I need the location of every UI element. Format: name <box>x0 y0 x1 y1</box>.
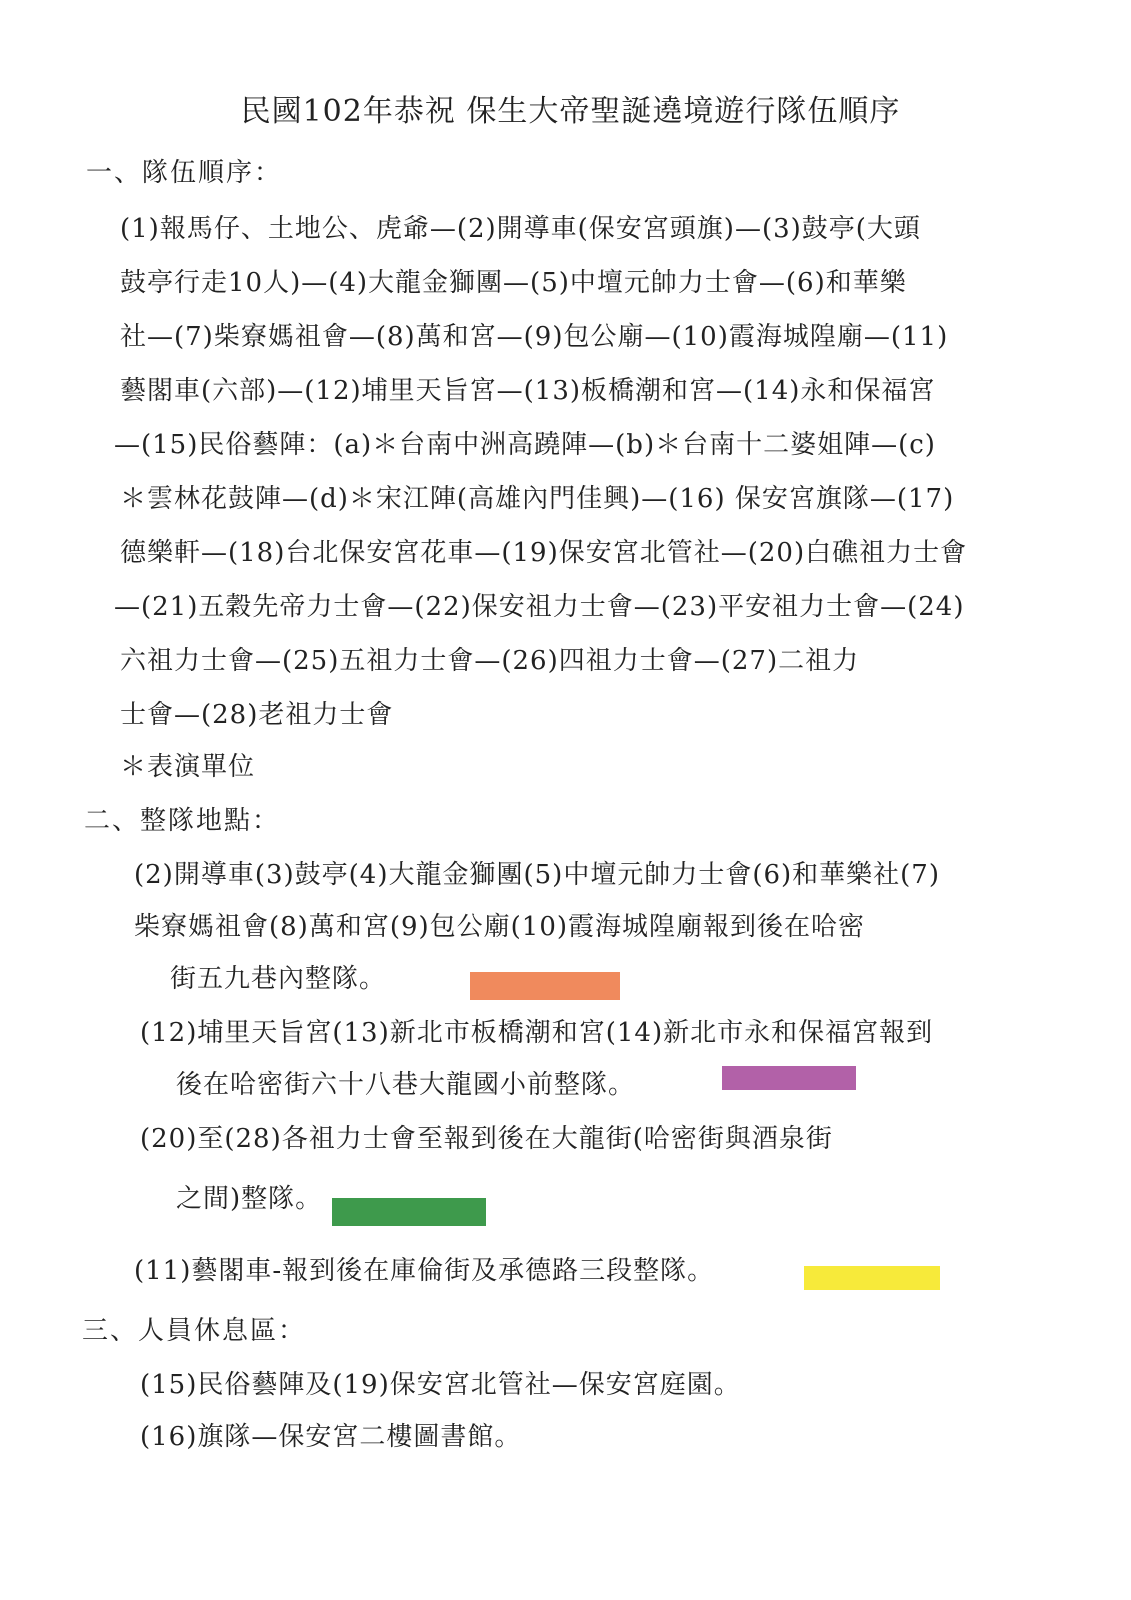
green-color-marker <box>332 1198 486 1226</box>
rest-area-line: (16)旗隊—保安宮二樓圖書館。 <box>140 1422 522 1452</box>
assembly-line: 街五九巷內整隊。 <box>170 964 387 994</box>
order-line: 德樂軒—(18)台北保安宮花車—(19)保安宮北管社—(20)白礁祖力士會 <box>120 538 968 568</box>
order-line: —(21)五穀先帝力士會—(22)保安祖力士會—(23)平安祖力士會—(24) <box>114 592 965 622</box>
assembly-line: 之間)整隊。 <box>176 1184 323 1214</box>
section-heading-assembly: 二、整隊地點： <box>84 806 281 836</box>
order-line: 六祖力士會—(25)五祖力士會—(26)四祖力士會—(27)二祖力 <box>120 646 860 676</box>
section-heading-order: 一、隊伍順序： <box>86 158 283 188</box>
section-heading-rest-area: 三、人員休息區： <box>82 1316 307 1346</box>
orange-color-marker <box>470 972 620 1000</box>
yellow-color-marker <box>804 1266 940 1290</box>
assembly-line: (12)埔里天旨宮(13)新北市板橋潮和宮(14)新北市永和保福宮報到 <box>140 1018 934 1048</box>
assembly-line: (2)開導車(3)鼓亭(4)大龍金獅團(5)中壇元帥力士會(6)和華樂社(7) <box>134 860 940 890</box>
order-line: ＊雲林花鼓陣—(d)＊宋江陣(高雄內門佳興)—(16) 保安宮旗隊—(17) <box>120 484 955 514</box>
order-line: 社—(7)柴寮媽祖會—(8)萬和宮—(9)包公廟—(10)霞海城隍廟—(11) <box>120 322 949 352</box>
purple-color-marker <box>722 1066 856 1090</box>
order-line: 士會—(28)老祖力士會 <box>120 700 394 730</box>
order-line: —(15)民俗藝陣：(a)＊台南中洲高蹺陣—(b)＊台南十二婆姐陣—(c) <box>114 430 936 460</box>
order-line: 藝閣車(六部)—(12)埔里天旨宮—(13)板橋潮和宮—(14)永和保福宮 <box>120 376 936 406</box>
order-line: 鼓亭行走10人)—(4)大龍金獅團—(5)中壇元帥力士會—(6)和華樂 <box>120 268 907 298</box>
performer-note: ＊表演單位 <box>120 752 256 782</box>
assembly-line: (20)至(28)各祖力士會至報到後在大龍街(哈密街與酒泉街 <box>140 1124 833 1154</box>
rest-area-line: (15)民俗藝陣及(19)保安宮北管社—保安宮庭園。 <box>140 1370 741 1400</box>
assembly-line: 後在哈密街六十八巷大龍國小前整隊。 <box>176 1070 636 1100</box>
order-line: (1)報馬仔、土地公、虎爺—(2)開導車(保安宮頭旗)—(3)鼓亭(大頭 <box>120 214 921 244</box>
page-title: 民國102年恭祝 保生大帝聖誕遶境遊行隊伍順序 <box>240 94 901 129</box>
assembly-line: (11)藝閣車-報到後在庫倫街及承德路三段整隊。 <box>134 1256 715 1286</box>
assembly-line: 柴寮媽祖會(8)萬和宮(9)包公廟(10)霞海城隍廟報到後在哈密 <box>134 912 866 942</box>
